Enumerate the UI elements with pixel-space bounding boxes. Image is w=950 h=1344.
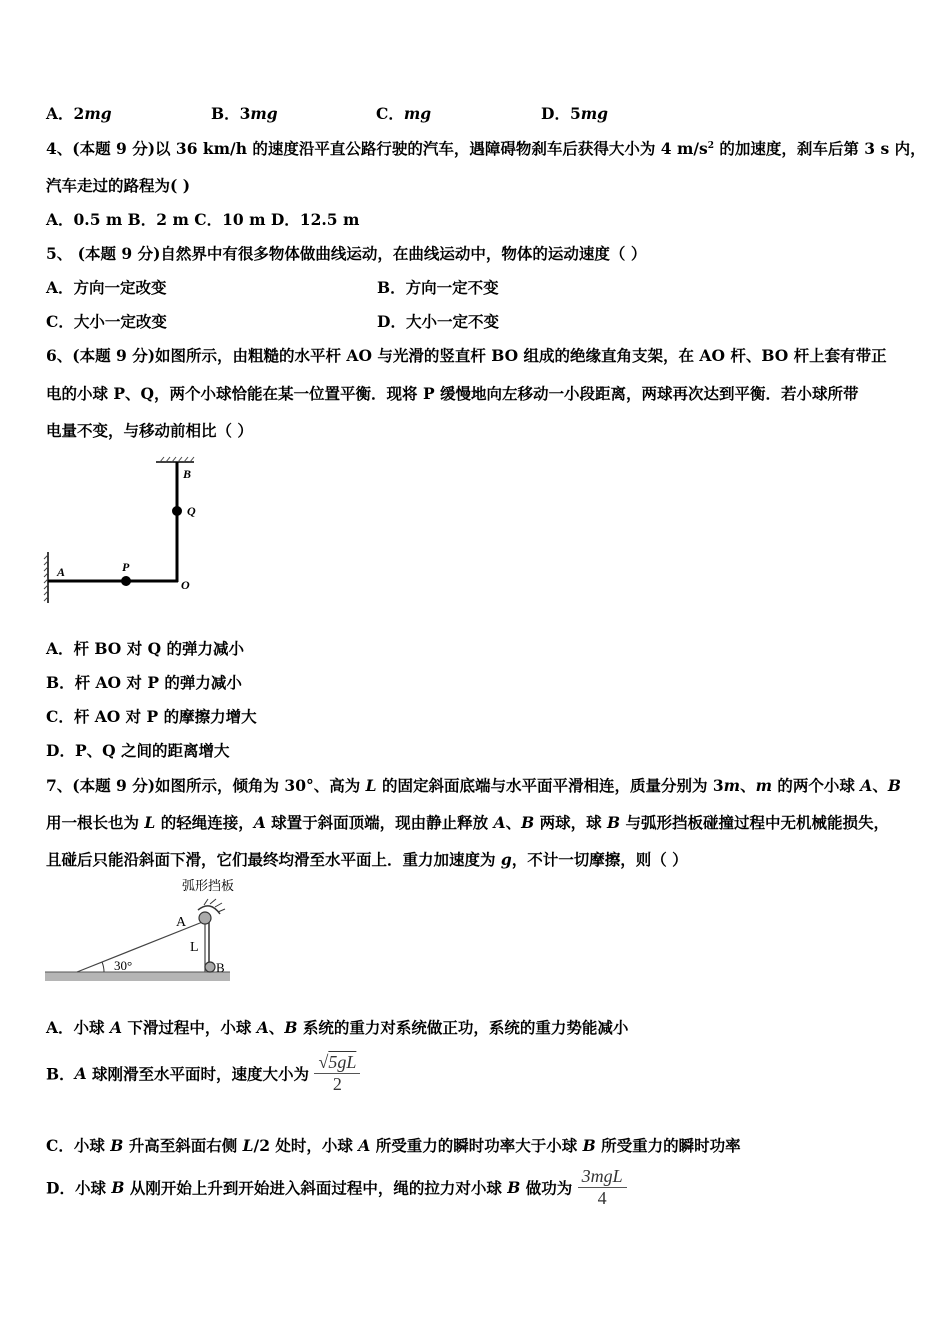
q5-option-c: C．大小一定改变: [46, 312, 167, 331]
q5-option-d: D．大小一定不变: [377, 312, 499, 331]
fraction-sqrt-5gl-over-2: $\frac{√5gL}{2}$: [314, 1052, 360, 1095]
ground: [45, 972, 230, 981]
label-baffle: 弧形挡板: [182, 878, 235, 893]
label-p: P: [122, 560, 130, 574]
label-a: A: [57, 565, 66, 579]
q5-option-b: B．方向一定不变: [377, 278, 499, 297]
q7-stem-line3: 且碰后只能沿斜面下滑，它们最终均滑至水平面上．重力加速度为 g，不计一切摩擦，则（ ）: [46, 850, 688, 869]
q6-option-c: C．杆 AO 对 P 的摩擦力增大: [46, 707, 257, 726]
q6-stem-line1: 6、(本题 9 分)如图所示，由粗糙的水平杆 AO 与光滑的竖直杆 BO 组成的绝缘直角支架，在 AO 杆、BO 杆上套有带正: [46, 346, 887, 365]
q6-option-a: A．杆 BO 对 Q 的弹力减小: [46, 639, 245, 658]
q6-option-b: B．杆 AO 对 P 的弹力减小: [46, 673, 242, 692]
q4-options: A．0.5 m B．2 m C．10 m D．12.5 m: [46, 210, 360, 229]
label-o: O: [181, 578, 190, 592]
ball-b: [205, 962, 215, 972]
q3-option-d: D．5mg: [541, 104, 608, 123]
q4-stem-line1: 4、(本题 9 分)以 36 km/h 的速度沿平直公路行驶的汽车，遇障碍物刹车后获得大小为 4 $m/s^2$ 的加速度，刹车后第 3 s 内，: [46, 139, 926, 158]
q6-option-d: D．P、Q 之间的距离增大: [46, 741, 230, 760]
label-b: B: [183, 467, 192, 481]
q6-stem-line3: 电量不变，与移动前相比（ ）: [46, 421, 253, 440]
label-l: L: [190, 940, 199, 955]
q7-option-c: C．小球 B 升高至斜面右侧 L/2 处时，小球 A 所受重力的瞬时功率大于小球 B 所受重力的瞬时功率: [46, 1136, 741, 1155]
q3-option-c: C．mg: [376, 104, 432, 123]
q5-stem: 5、 (本题 9 分)自然界中有很多物体做曲线运动，在曲线运动中，物体的运动速度（ ）: [46, 244, 647, 263]
ball-q: [172, 506, 182, 516]
ball-a: [199, 912, 211, 924]
q7-stem-line2: 用一根长也为 L 的轻绳连接，A 球置于斜面顶端，现由静止释放 A、B 两球，球 B 与弧形挡板碰撞过程中无机械能损失，: [46, 813, 890, 832]
angle-arc: [102, 962, 104, 972]
q6-figure: [38, 455, 208, 610]
q5-option-a: A．方向一定改变: [46, 278, 167, 297]
q7-option-a: A．小球 A 下滑过程中，小球 A、B 系统的重力对系统做正功，系统的重力势能减小: [46, 1018, 629, 1037]
q3-option-a: A．2mg: [46, 104, 112, 123]
q3-option-b: B．3mg: [211, 104, 278, 123]
q7-option-d: D．小球 B 从刚开始上升到开始进入斜面过程中，绳的拉力对小球 B 做功为 $\frac{\text{3mgL}}{4}$: [46, 1166, 627, 1209]
q7-figure: [42, 874, 242, 986]
q7-stem-line1: 7、(本题 9 分)如图所示，倾角为 30°、高为 L 的固定斜面底端与水平面平滑相连，质量分别为 3m、m 的两个小球 A、B: [46, 776, 901, 795]
q4-stem-line2: 汽车走过的路程为( ): [46, 176, 191, 195]
q6-stem-line2: 电的小球 P、Q，两个小球恰能在某一位置平衡．现将 P 缓慢地向左移动一小段距离，两球再次达到平衡．若小球所带: [46, 384, 859, 403]
label-q: Q: [187, 504, 196, 518]
label-angle: 30°: [114, 958, 133, 973]
q7-option-b: B．A 球刚滑至水平面时，速度大小为 $\frac{√5gL}{2}$: [46, 1052, 360, 1095]
fraction-3mgl-over-4: $\frac{\text{3mgL}}{4}$: [578, 1166, 627, 1209]
ball-p: [121, 576, 131, 586]
label-a: A: [176, 915, 187, 930]
label-b: B: [216, 960, 225, 975]
